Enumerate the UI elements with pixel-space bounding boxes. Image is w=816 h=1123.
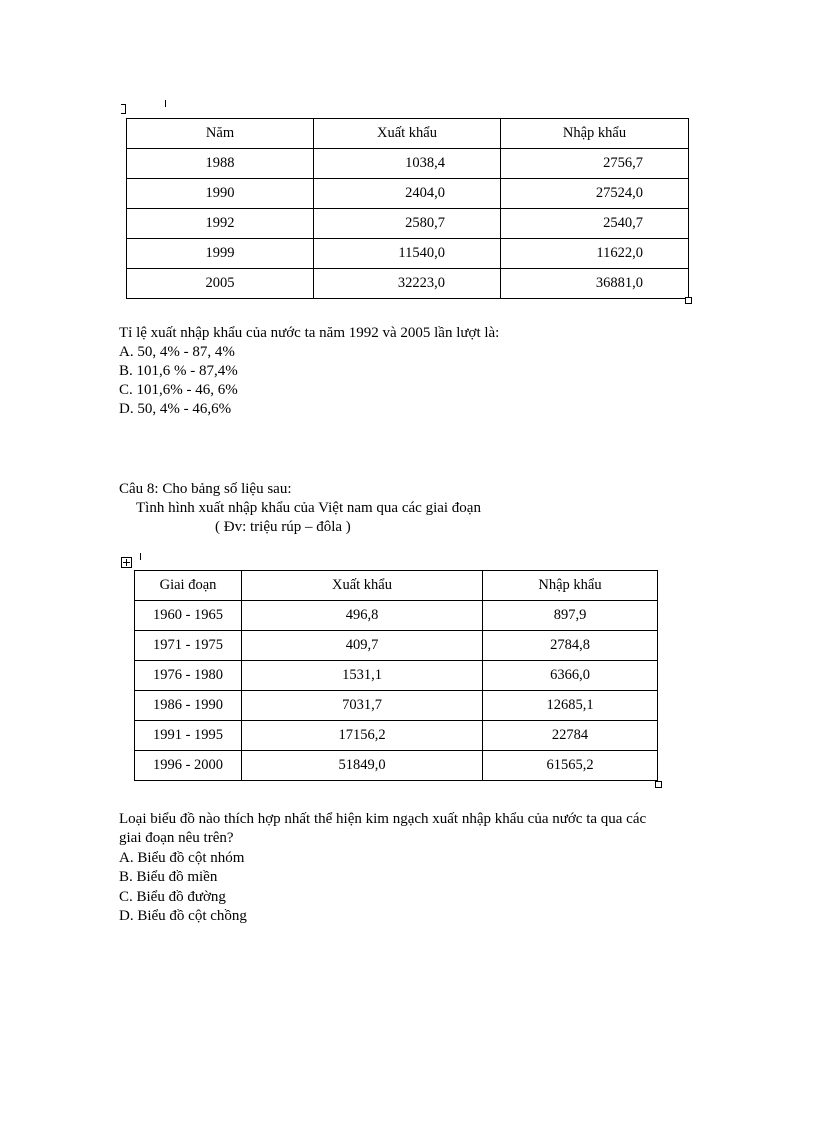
- table-cell: 17156,2: [242, 721, 483, 751]
- question-8-stem-line-1: Loại biểu đồ nào thích hợp nhất thể hiện kim ngạch xuất nhập khẩu của nước ta qua các: [119, 811, 647, 827]
- export-import-table-periods: [134, 570, 658, 781]
- table-move-handle-icon[interactable]: [121, 557, 132, 568]
- column-header: Giai đoạn: [135, 571, 242, 601]
- table-cell: 1038,4: [314, 149, 501, 179]
- table-row: [135, 601, 658, 631]
- table-cell: 1971 - 1975: [135, 631, 242, 661]
- table-cell: 2756,7: [501, 149, 689, 179]
- table-anchor-marker: [121, 104, 126, 114]
- table-row: [135, 631, 658, 661]
- answer-option-d: D. Biểu đồ cột chồng: [119, 908, 247, 924]
- table-header-row: [127, 119, 689, 149]
- text-cursor-mark: [140, 553, 141, 560]
- answer-option-c: C. 101,6% - 46, 6%: [119, 382, 238, 398]
- table-cell: 11540,0: [314, 239, 501, 269]
- table-cell: 2540,7: [501, 209, 689, 239]
- table-row: [127, 149, 689, 179]
- table-cell: 61565,2: [483, 751, 658, 781]
- table-cell: 1996 - 2000: [135, 751, 242, 781]
- table-cell: 12685,1: [483, 691, 658, 721]
- question-8-stem-line-2: giai đoạn nêu trên?: [119, 830, 234, 846]
- table-cell: 2580,7: [314, 209, 501, 239]
- table-cell: 1960 - 1965: [135, 601, 242, 631]
- table-cell: 1531,1: [242, 661, 483, 691]
- question-8-intro: Câu 8: Cho bảng số liệu sau:: [119, 481, 292, 497]
- answer-option-c: C. Biểu đồ đường: [119, 889, 226, 905]
- table-row: [135, 721, 658, 751]
- column-header: Nhập khẩu: [483, 571, 658, 601]
- table-cell: 1976 - 1980: [135, 661, 242, 691]
- column-header: Xuất khẩu: [242, 571, 483, 601]
- table-row: [127, 239, 689, 269]
- table-row: [127, 269, 689, 299]
- table-cell: 1992: [127, 209, 314, 239]
- table-cell: 27524,0: [501, 179, 689, 209]
- table-cell: 1990: [127, 179, 314, 209]
- answer-option-a: A. Biểu đồ cột nhóm: [119, 850, 245, 866]
- table-unit: ( Đv: triệu rúp – đôla ): [215, 519, 351, 535]
- answer-option-d: D. 50, 4% - 46,6%: [119, 401, 232, 417]
- table-cell: 2404,0: [314, 179, 501, 209]
- table-cell: 2005: [127, 269, 314, 299]
- table-cell: 11622,0: [501, 239, 689, 269]
- answer-option-b: B. Biểu đồ miền: [119, 869, 218, 885]
- table-cell: 496,8: [242, 601, 483, 631]
- table-cell: 1986 - 1990: [135, 691, 242, 721]
- question-7-stem: Tỉ lệ xuất nhập khẩu của nước ta năm 1992 và 2005 lần lượt là:: [119, 325, 500, 341]
- table-header-row: [135, 571, 658, 601]
- table-row: [127, 179, 689, 209]
- column-header: Nhập khẩu: [501, 119, 689, 149]
- table-row: [135, 691, 658, 721]
- table-cell: 1991 - 1995: [135, 721, 242, 751]
- table-cell: 409,7: [242, 631, 483, 661]
- column-header: Năm: [127, 119, 314, 149]
- answer-option-a: A. 50, 4% - 87, 4%: [119, 344, 235, 360]
- table-cell: 22784: [483, 721, 658, 751]
- column-header: Xuất khẩu: [314, 119, 501, 149]
- table-cell: 897,9: [483, 601, 658, 631]
- table-cell: 2784,8: [483, 631, 658, 661]
- table-cell: 36881,0: [501, 269, 689, 299]
- table-cell: 1988: [127, 149, 314, 179]
- table-cell: 6366,0: [483, 661, 658, 691]
- table-row: [135, 661, 658, 691]
- table-title: Tình hình xuất nhập khẩu của Việt nam qua các giai đoạn: [136, 500, 481, 516]
- table-resize-handle[interactable]: [685, 297, 692, 304]
- table-cell: 51849,0: [242, 751, 483, 781]
- table-cell: 7031,7: [242, 691, 483, 721]
- answer-option-b: B. 101,6 % - 87,4%: [119, 363, 238, 379]
- table-row: [127, 209, 689, 239]
- export-import-table-years: [126, 118, 689, 299]
- table-cell: 32223,0: [314, 269, 501, 299]
- table-cell: 1999: [127, 239, 314, 269]
- table-resize-handle[interactable]: [655, 781, 662, 788]
- table-row: [135, 751, 658, 781]
- text-cursor-mark: [165, 100, 166, 107]
